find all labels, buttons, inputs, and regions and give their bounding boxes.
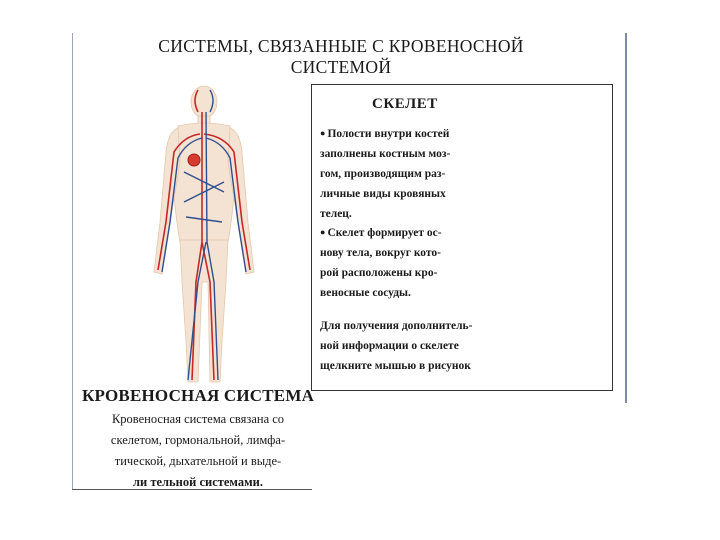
bullet-icon: ●: [320, 227, 326, 237]
heart-icon: [188, 154, 200, 166]
circulatory-text: [82, 409, 314, 493]
circulatory-figure[interactable]: [140, 82, 270, 387]
skeleton-bullet-1-text: Полости внутри костей заполнены костным моз- гом, производящим раз- личные виды кровяных телец.: [320, 128, 451, 220]
bullet-icon: ●: [320, 128, 326, 138]
skeleton-bullet-1: [320, 123, 520, 224]
skeleton-note: Для получения дополнитель- ной информации о скелете щелкните мышью в рисунок: [320, 320, 473, 372]
skeleton-heading: СКЕЛЕТ: [372, 96, 438, 112]
circulatory-text-last: ли тельной системами.: [133, 475, 263, 489]
circulatory-heading: КРОВЕНОСНАЯ СИСТЕМА: [82, 386, 315, 405]
frame-left-line: [72, 33, 73, 490]
circulatory-text-body: Кровеносная система связана со скелетом, гормональной, лимфа- тической, дыхательной и выде-: [110, 412, 286, 468]
page-title: [96, 36, 586, 78]
frame-right-line: [625, 33, 627, 403]
page-title-line2: СИСТЕМОЙ: [290, 57, 392, 77]
skeleton-bullet-2-text: Скелет формирует ос- нову тела, вокруг кото- рой расположены кро- веносные сосуды.: [320, 227, 442, 299]
page-title-line1: СИСТЕМЫ, СВЯЗАННЫЕ С КРОВЕНОСНОЙ: [158, 36, 524, 56]
skeleton-bullet-2: [320, 222, 520, 303]
